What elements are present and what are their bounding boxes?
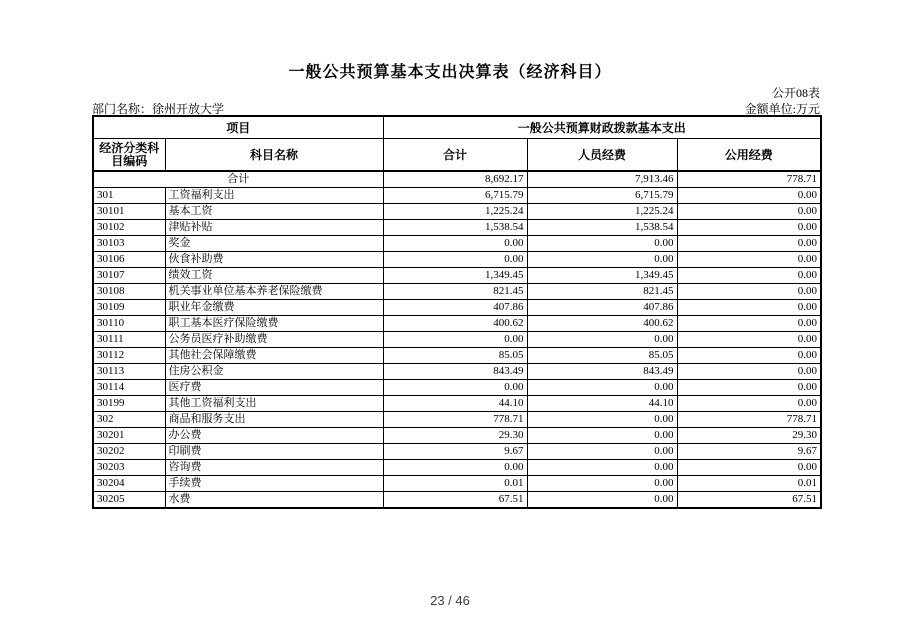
table-row — [93, 300, 821, 316]
cell-total: 1,349.45 — [383, 268, 527, 284]
cell-public: 0.00 — [677, 188, 821, 204]
table-row — [93, 332, 821, 348]
cell-name: 印刷费 — [165, 444, 383, 460]
cell-personnel: 0.00 — [527, 428, 677, 444]
cell-code: 30107 — [93, 268, 165, 284]
cell-name: 伙食补助费 — [165, 252, 383, 268]
cell-personnel: 1,225.24 — [527, 204, 677, 220]
table-row — [93, 396, 821, 412]
unit-label: 金额单位:万元 — [744, 102, 820, 116]
cell-name: 商品和服务支出 — [165, 412, 383, 428]
cell-code: 302 — [93, 412, 165, 428]
cell-name: 职业年金缴费 — [165, 300, 383, 316]
cell-total: 407.86 — [383, 300, 527, 316]
cell-personnel: 6,715.79 — [527, 188, 677, 204]
cell-total: 0.00 — [383, 460, 527, 476]
cell-code: 30103 — [93, 236, 165, 252]
table-header — [93, 116, 821, 171]
cell-total: 0.01 — [383, 476, 527, 492]
cell-public: 0.00 — [677, 284, 821, 300]
cell-code: 30108 — [93, 284, 165, 300]
table-code-label: 公开08表 — [771, 86, 820, 100]
cell-public: 0.00 — [677, 364, 821, 380]
cell-public: 0.01 — [677, 476, 821, 492]
cell-name: 基本工资 — [165, 204, 383, 220]
cell-code: 30111 — [93, 332, 165, 348]
table-row — [93, 171, 821, 188]
header-group-expenditure: 一般公共预算财政拨款基本支出 — [383, 116, 821, 139]
cell-name: 职工基本医疗保险缴费 — [165, 316, 383, 332]
cell-name: 机关事业单位基本养老保险缴费 — [165, 284, 383, 300]
cell-public: 9.67 — [677, 444, 821, 460]
table-row — [93, 284, 821, 300]
cell-code: 30101 — [93, 204, 165, 220]
table-row — [93, 492, 821, 509]
cell-personnel: 85.05 — [527, 348, 677, 364]
column-header-personnel: 人员经费 — [527, 139, 677, 172]
table-row — [93, 476, 821, 492]
cell-personnel: 843.49 — [527, 364, 677, 380]
cell-personnel: 0.00 — [527, 236, 677, 252]
cell-name: 办公费 — [165, 428, 383, 444]
table-row — [93, 348, 821, 364]
cell-public: 0.00 — [677, 268, 821, 284]
cell-total: 1,538.54 — [383, 220, 527, 236]
table-row — [93, 412, 821, 428]
cell-total: 778.71 — [383, 412, 527, 428]
cell-code: 30106 — [93, 252, 165, 268]
cell-code: 30113 — [93, 364, 165, 380]
cell-total: 843.49 — [383, 364, 527, 380]
cell-public: 0.00 — [677, 332, 821, 348]
column-header-public: 公用经费 — [677, 139, 821, 172]
cell-name: 住房公积金 — [165, 364, 383, 380]
cell-code: 30201 — [93, 428, 165, 444]
cell-personnel: 0.00 — [527, 412, 677, 428]
cell-row-label: 合计 — [93, 171, 383, 188]
cell-personnel: 0.00 — [527, 460, 677, 476]
cell-public: 778.71 — [677, 412, 821, 428]
cell-public: 0.00 — [677, 348, 821, 364]
page-number: 23 / 46 — [430, 593, 470, 608]
cell-total: 29.30 — [383, 428, 527, 444]
cell-personnel: 0.00 — [527, 444, 677, 460]
cell-name: 绩效工资 — [165, 268, 383, 284]
cell-name: 公务员医疗补助缴费 — [165, 332, 383, 348]
cell-total: 85.05 — [383, 348, 527, 364]
cell-name: 津贴补贴 — [165, 220, 383, 236]
cell-total: 0.00 — [383, 380, 527, 396]
cell-public: 0.00 — [677, 220, 821, 236]
cell-code: 30102 — [93, 220, 165, 236]
cell-personnel: 0.00 — [527, 492, 677, 509]
column-header-total: 合计 — [383, 139, 527, 172]
cell-personnel: 821.45 — [527, 284, 677, 300]
cell-name: 其他工资福利支出 — [165, 396, 383, 412]
cell-public: 778.71 — [677, 171, 821, 188]
cell-code: 30112 — [93, 348, 165, 364]
cell-total: 821.45 — [383, 284, 527, 300]
cell-name: 其他社会保障缴费 — [165, 348, 383, 364]
cell-code: 301 — [93, 188, 165, 204]
cell-personnel: 7,913.46 — [527, 171, 677, 188]
cell-public: 0.00 — [677, 236, 821, 252]
column-header-name: 科目名称 — [165, 139, 383, 172]
cell-personnel: 0.00 — [527, 252, 677, 268]
cell-total: 0.00 — [383, 252, 527, 268]
cell-code: 30109 — [93, 300, 165, 316]
cell-name: 医疗费 — [165, 380, 383, 396]
column-header-code: 经济分类科目编码 — [93, 139, 165, 172]
cell-code: 30204 — [93, 476, 165, 492]
cell-name: 咨询费 — [165, 460, 383, 476]
table-body — [93, 171, 821, 508]
cell-public: 0.00 — [677, 460, 821, 476]
cell-total: 1,225.24 — [383, 204, 527, 220]
cell-personnel: 407.86 — [527, 300, 677, 316]
table-row — [93, 252, 821, 268]
table-row — [93, 444, 821, 460]
table-row — [93, 268, 821, 284]
budget-table — [92, 115, 822, 509]
cell-code: 30205 — [93, 492, 165, 509]
cell-total: 0.00 — [383, 236, 527, 252]
table-row — [93, 236, 821, 252]
table-row — [93, 316, 821, 332]
cell-name: 奖金 — [165, 236, 383, 252]
cell-personnel: 0.00 — [527, 380, 677, 396]
cell-public: 0.00 — [677, 300, 821, 316]
cell-personnel: 1,349.45 — [527, 268, 677, 284]
cell-total: 9.67 — [383, 444, 527, 460]
cell-personnel: 0.00 — [527, 332, 677, 348]
cell-public: 29.30 — [677, 428, 821, 444]
table-row — [93, 364, 821, 380]
cell-name: 手续费 — [165, 476, 383, 492]
cell-public: 0.00 — [677, 396, 821, 412]
cell-public: 0.00 — [677, 316, 821, 332]
cell-name: 水费 — [165, 492, 383, 509]
header-group-project: 项目 — [93, 116, 383, 139]
table-row — [93, 220, 821, 236]
cell-personnel: 1,538.54 — [527, 220, 677, 236]
page-title: 一般公共预算基本支出决算表（经济科目） — [288, 64, 612, 81]
cell-name: 工资福利支出 — [165, 188, 383, 204]
department-name: 部门名称：徐州开放大学 — [92, 102, 225, 116]
cell-public: 0.00 — [677, 380, 821, 396]
cell-total: 44.10 — [383, 396, 527, 412]
cell-code: 30203 — [93, 460, 165, 476]
cell-code: 30202 — [93, 444, 165, 460]
cell-code: 30110 — [93, 316, 165, 332]
table-row — [93, 460, 821, 476]
cell-public: 0.00 — [677, 252, 821, 268]
cell-total: 6,715.79 — [383, 188, 527, 204]
cell-total: 8,692.17 — [383, 171, 527, 188]
cell-personnel: 44.10 — [527, 396, 677, 412]
table-row — [93, 428, 821, 444]
table-row — [93, 204, 821, 220]
cell-total: 400.62 — [383, 316, 527, 332]
cell-code: 30114 — [93, 380, 165, 396]
cell-personnel: 0.00 — [527, 476, 677, 492]
cell-total: 0.00 — [383, 332, 527, 348]
cell-public: 67.51 — [677, 492, 821, 509]
cell-public: 0.00 — [677, 204, 821, 220]
table-row — [93, 188, 821, 204]
cell-code: 30199 — [93, 396, 165, 412]
cell-total: 67.51 — [383, 492, 527, 509]
table-row — [93, 380, 821, 396]
cell-personnel: 400.62 — [527, 316, 677, 332]
